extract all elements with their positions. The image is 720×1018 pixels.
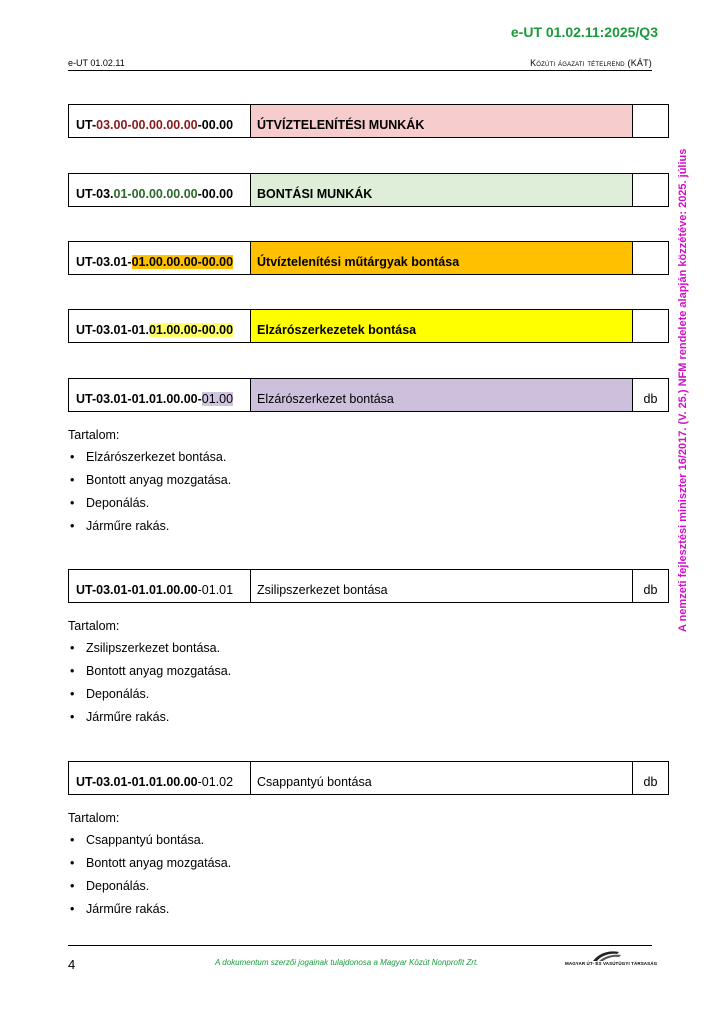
item-code: [69, 242, 251, 274]
list-item: • Bontott anyag mozgatása.: [68, 664, 231, 687]
code-suffix: -00.00: [197, 187, 234, 201]
list-item: • Deponálás.: [68, 879, 231, 902]
code-prefix: UT-: [76, 118, 97, 132]
item-unit: db: [643, 392, 658, 406]
code-prefix: UT-03.01-01.01.00.00: [76, 583, 198, 597]
item-title: Elzárószerkezetek bontása: [251, 310, 633, 342]
side-note-text: A nemzeti fejlesztési miniszter 16/2017. (V. 25.) NFM rendelete alapján közzétéve: 2025. július: [677, 148, 689, 632]
list-item: • Járműre rakás.: [68, 710, 231, 733]
list-item: • Járműre rakás.: [68, 902, 231, 925]
content-list: [68, 641, 231, 733]
item-code: [69, 762, 251, 794]
content-block: [68, 619, 231, 733]
code-prefix: UT-03.01-01.01.00.00: [76, 775, 198, 789]
item-unit: db: [643, 775, 658, 789]
item-title: Útvíztelenítési műtárgyak bontása: [251, 242, 633, 274]
list-item: • Elzárószerkezet bontása.: [68, 450, 231, 473]
code-highlight: -01.01: [197, 583, 234, 597]
code-highlight: 01-00.00.00.00: [113, 187, 198, 201]
header-right: Közúti ágazati tételrend (KÁT): [530, 58, 652, 68]
item-title: Zsilipszerkezet bontása: [251, 570, 633, 602]
code-prefix: UT-03.01-: [76, 255, 132, 269]
item-unit: [633, 174, 668, 206]
item-unit: [633, 242, 668, 274]
code-highlight: 01.00.00: [148, 323, 198, 337]
table-row: [68, 569, 669, 603]
list-item: • Csappantyú bontása.: [68, 833, 231, 856]
code-prefix: UT-03.01-01.: [76, 323, 149, 337]
item-code: [69, 379, 251, 411]
item-unit: db: [643, 583, 658, 597]
page-number: 4: [68, 957, 76, 972]
table-row: [68, 309, 669, 343]
table-row: [68, 241, 669, 275]
content-list: [68, 833, 231, 925]
list-item: • Zsilipszerkezet bontása.: [68, 641, 231, 664]
item-code: [69, 105, 251, 137]
item-unit: [633, 310, 668, 342]
table-row: [68, 104, 669, 138]
item-code: [69, 570, 251, 602]
content-list: [68, 450, 231, 542]
header-left: e-UT 01.02.11: [68, 58, 125, 68]
item-code: [69, 310, 251, 342]
list-item: • Deponálás.: [68, 496, 231, 519]
item-code: [69, 174, 251, 206]
list-item: • Deponálás.: [68, 687, 231, 710]
code-highlight: -01.02: [197, 775, 234, 789]
list-item: • Járműre rakás.: [68, 519, 231, 542]
item-unit: [633, 105, 668, 137]
code-suffix: -00.00: [197, 323, 234, 337]
code-highlight: 03.00-00.00.00.00: [96, 118, 198, 132]
content-label: Tartalom:: [68, 619, 120, 633]
list-item: • Bontott anyag mozgatása.: [68, 473, 231, 496]
item-title: Elzárószerkezet bontása: [251, 379, 633, 411]
footer-divider: [68, 945, 652, 946]
content-block: [68, 811, 231, 925]
header-divider: [68, 70, 652, 71]
code-highlight: 01.00: [201, 392, 234, 406]
document-code: e-UT 01.02.11:2025/Q3: [510, 24, 658, 40]
list-item: • Bontott anyag mozgatása.: [68, 856, 231, 879]
code-highlight: 01.00.00.00: [131, 255, 198, 269]
item-title: BONTÁSI MUNKÁK: [251, 174, 633, 206]
table-row: [68, 378, 669, 412]
content-label: Tartalom:: [68, 811, 120, 825]
content-block: [68, 428, 231, 542]
logo-text: MAGYAR ÚT- ÉS VASÚTÜGYI TÁRSASÁG: [565, 961, 658, 966]
company-logo: [565, 950, 658, 970]
table-row: [68, 173, 669, 207]
item-title: ÚTVÍZTELENÍTÉSI MUNKÁK: [251, 105, 633, 137]
code-suffix: -00.00: [197, 118, 234, 132]
footer-copyright: A dokumentum szerzői jogainak tulajdonosa a Magyar Közút Nonprofit Zrt.: [215, 958, 479, 967]
code-suffix: -00.00: [197, 255, 234, 269]
code-prefix: UT-03.: [76, 187, 114, 201]
item-title: Csappantyú bontása: [251, 762, 633, 794]
table-row: [68, 761, 669, 795]
content-label: Tartalom:: [68, 428, 120, 442]
code-prefix: UT-03.01-01.01.00.00-: [76, 392, 202, 406]
